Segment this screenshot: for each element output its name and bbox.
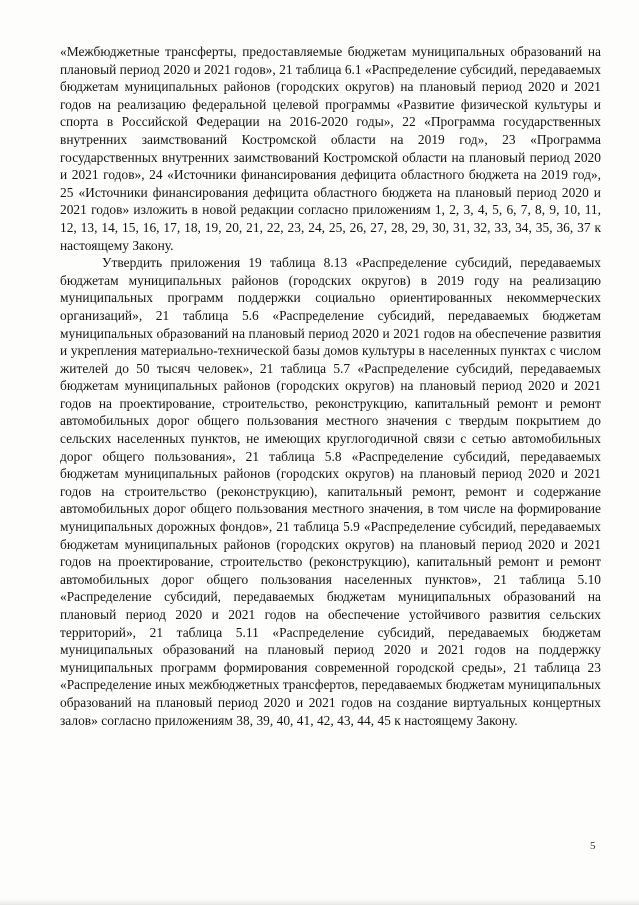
- paragraph-approve-appendices: Утвердить приложения 19 таблица 8.13 «Распределение субсидий, передаваемых бюджетам муниципальных районов (городских округов) в 2019 году на реализацию муниципальных программ поддержки социально ориентированных некоммерческих организаций», 21 таблица 5.6 «Распределение субсидий, передаваемых бюджетам муниципальных образований на плановый период 2020 и 2021 годов на обеспечение развития и укрепления материально-технической базы домов культуры в населенных пунктах с числом жителей до 50 тысяч человек», 21 таблица 5.7 «Распределение субсидий, передаваемых бюджетам муниципальных районов (городских округов) на плановый период 2020 и 2021 годов на проектирование, строительство, реконструкцию, капитальный ремонт и ремонт автомобильных дорог общего пользования местного значения с твердым покрытием до сельских населенных пунктов, не имеющих круглогодичной связи с сетью автомобильных дорог общего пользования», 21 таблица 5.8 «Распределение субсидий, передаваемых бюджетам муниципальных районов (городских округов) на плановый период 2020 и 2021 годов на строительство (реконструкцию), капитальный ремонт, ремонт и содержание автомобильных дорог общего пользования местного значения, в том числе на формирование муниципальных дорожных фондов», 21 таблица 5.9 «Распределение субсидий, передаваемых бюджетам муниципальных районов (городских округов) на плановый период 2020 и 2021 годов на проектирование, строительство (реконструкцию), капитальный ремонт и ремонт автомобильных дорог общего пользования населенных пунктов», 21 таблица 5.10 «Распределение субсидий, передаваемых бюджетам муниципальных образований на плановый период 2020 и 2021 годов на обеспечение устойчивого развития сельских территорий», 21 таблица 5.11 «Распределение субсидий, передаваемых бюджетам муниципальных образований на плановый период 2020 и 2021 годов на поддержку муниципальных программ формирования современной городской среды», 21 таблица 23 «Распределение иных межбюджетных трансфертов, передаваемых бюджетам муниципальных образований на плановый период 2020 и 2021 годов на создание виртуальных концертных залов» согласно приложениям 38, 39, 40, 41, 42, 43, 44, 45 к настоящему Закону.: [60, 255, 601, 728]
- paragraph-continuation: «Межбюджетные трансферты, предоставляемые бюджетам муниципальных образований на плановый период 2020 и 2021 годов», 21 таблица 6.1 «Распределение субсидий, передаваемых бюджетам муниципальных районов (городских округов) на плановый период 2020 и 2021 годов на реализацию федеральной целевой программы «Развитие физической культуры и спорта в Российской Федерации на 2016-2020 годы», 22 «Программа государственных внутренних заимствований Костромской области на 2019 год», 23 «Программа государственных внутренних заимствований Костромской области на плановый период 2020 и 2021 годов», 24 «Источники финансирования дефицита областного бюджета на 2019 год», 25 «Источники финансирования дефицита областного бюджета на плановый период 2020 и 2021 годов» изложить в новой редакции согласно приложениям 1, 2, 3, 4, 5, 6, 7, 8, 9, 10, 11, 12, 13, 14, 15, 16, 17, 18, 19, 20, 21, 22, 23, 24, 25, 26, 27, 28, 29, 30, 31, 32, 33, 34, 35, 36, 37 к настоящему Закону.: [60, 44, 601, 253]
- page-number: 5: [590, 840, 596, 852]
- page-bottom-edge: [0, 899, 639, 905]
- body-text: [60, 43, 601, 729]
